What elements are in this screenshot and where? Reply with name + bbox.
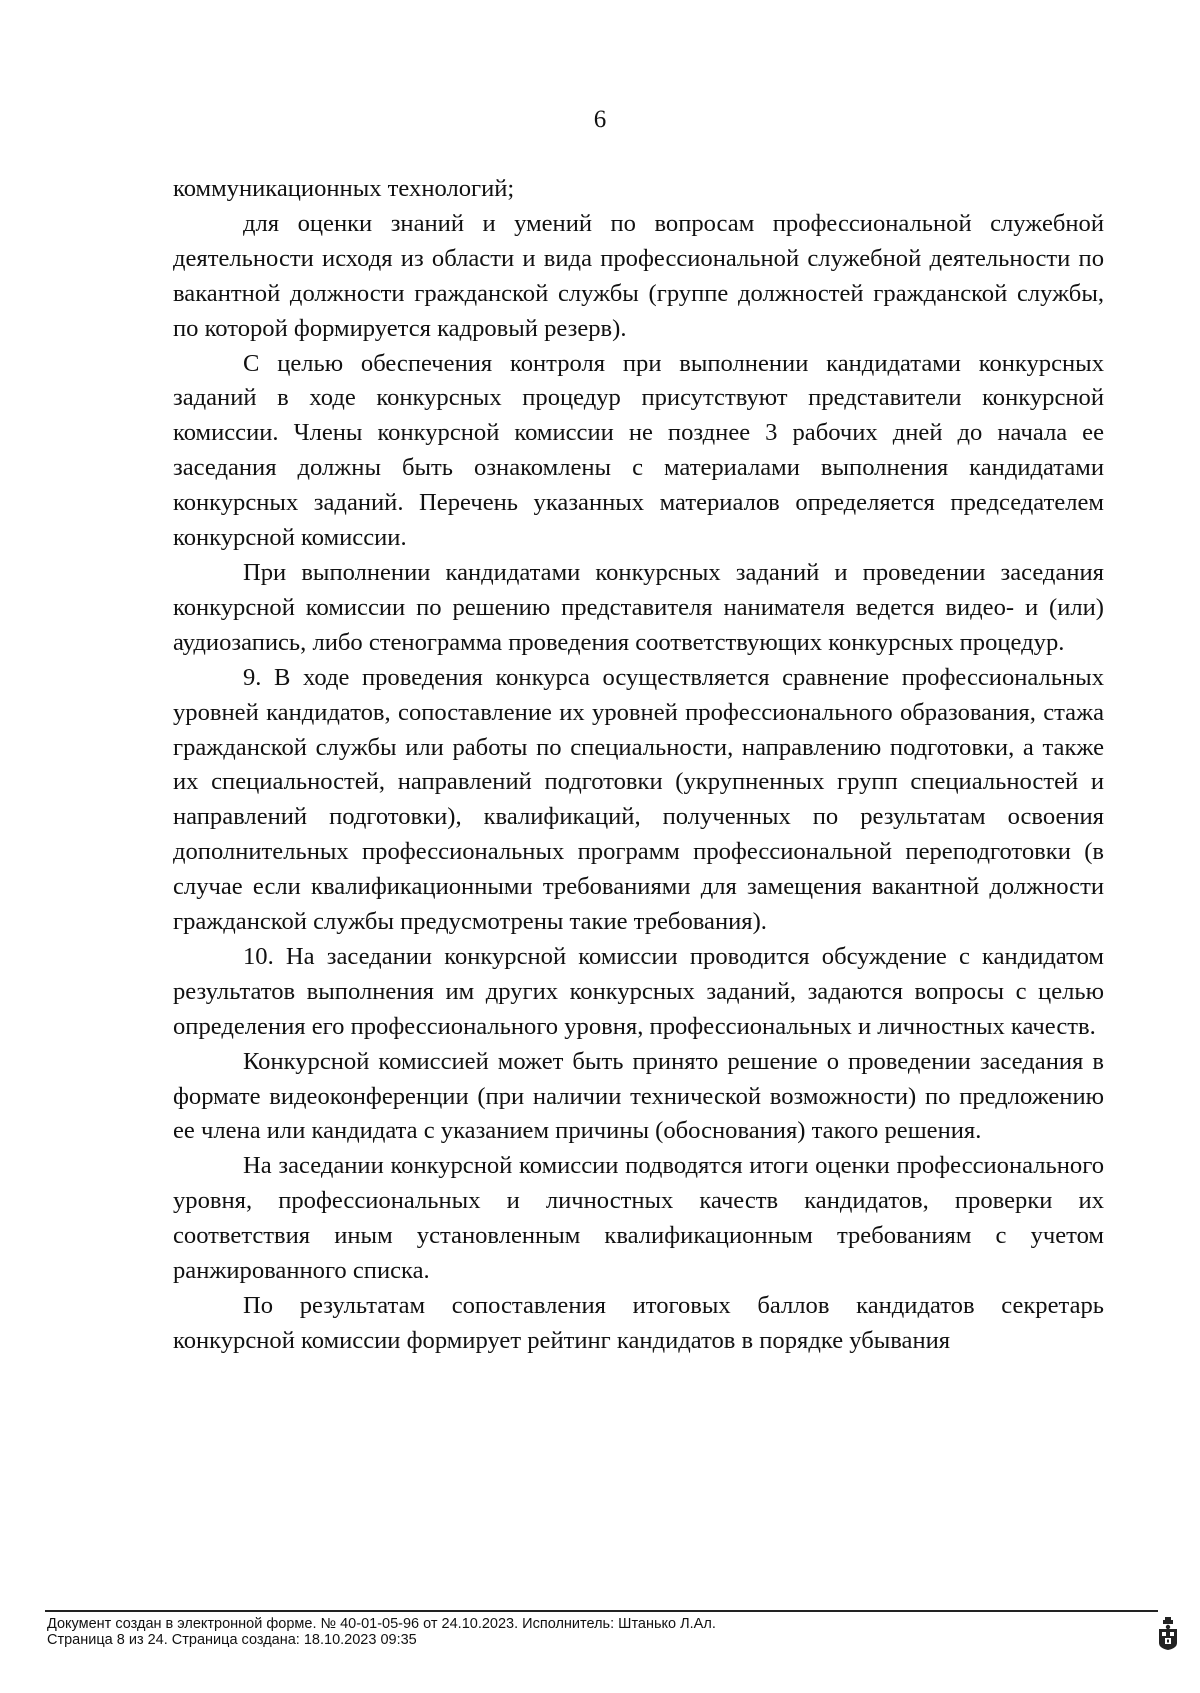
- footer: [47, 1616, 716, 1648]
- paragraph: На заседании конкурсной комиссии подводятся итоги оценки профессионального уровня, профессиональных и личностных качеств кандидатов, проверки их соответствия иным установленным квалификационным требованиям с учетом ранжированного списка.: [173, 1152, 1104, 1285]
- footer-divider: [45, 1610, 1158, 1612]
- coat-of-arms-icon: [1157, 1617, 1179, 1651]
- paragraph: 10. На заседании конкурсной комиссии проводится обсуждение с кандидатом результатов выполнения им других конкурсных заданий, задаются вопросы с целью определения его профессионального уровня, профессиональных и личностных качеств.: [173, 942, 1104, 1040]
- footer-document-info: Документ создан в электронной форме. № 40-01-05-96 от 24.10.2023. Исполнитель: Штанько Л.Ал.: [47, 1616, 716, 1632]
- footer-page-info: Страница 8 из 24. Страница создана: 18.10.2023 09:35: [47, 1632, 417, 1648]
- page-number: 6: [593, 106, 607, 133]
- paragraph: для оценки знаний и умений по вопросам профессиональной служебной деятельности исходя из области и вида профессиональной служебной деятельности по вакантной должности гражданской службы (группе должностей гражданской службы, по которой формируется кадровый резерв).: [173, 209, 1104, 342]
- paragraph: Конкурсной комиссией может быть принято решение о проведении заседания в формате видеоконференции (при наличии технической возможности) по предложению ее члена или кандидата с указанием причины (обоснования) такого решения.: [173, 1047, 1104, 1145]
- paragraph: По результатам сопоставления итоговых баллов кандидатов секретарь конкурсной комиссии формирует рейтинг кандидатов в порядке убывания: [173, 1292, 1104, 1354]
- paragraph: 9. В ходе проведения конкурса осуществляется сравнение профессиональных уровней кандидатов, сопоставление их уровней профессионального образования, стажа гражданской службы или работы по специальности, направлению подготовки, а также их специальностей, направлений подготовки (укрупненных групп специальностей и направлений подготовки), квалификаций, полученных по результатам освоения дополнительных профессиональных программ профессиональной переподготовки (в случае если квалификационными требованиями для замещения вакантной должности гражданской службы предусмотрены такие требования).: [173, 663, 1104, 936]
- paragraph: С целью обеспечения контроля при выполнении кандидатами конкурсных заданий в ходе конкурсных процедур присутствуют представители конкурсной комиссии. Члены конкурсной комиссии не позднее 3 рабочих дней до начала ее заседания должны быть ознакомлены с материалами выполнения кандидатами конкурсных заданий. Перечень указанных материалов определяется председателем конкурсной комиссии.: [173, 349, 1104, 552]
- paragraph: При выполнении кандидатами конкурсных заданий и проведении заседания конкурсной комиссии по решению представителя нанимателя ведется видео- и (или) аудиозапись, либо стенограмма проведения соответствующих конкурсных процедур.: [173, 558, 1104, 656]
- document-body: [173, 172, 1104, 1359]
- paragraph: коммуникационных технологий;: [173, 175, 515, 202]
